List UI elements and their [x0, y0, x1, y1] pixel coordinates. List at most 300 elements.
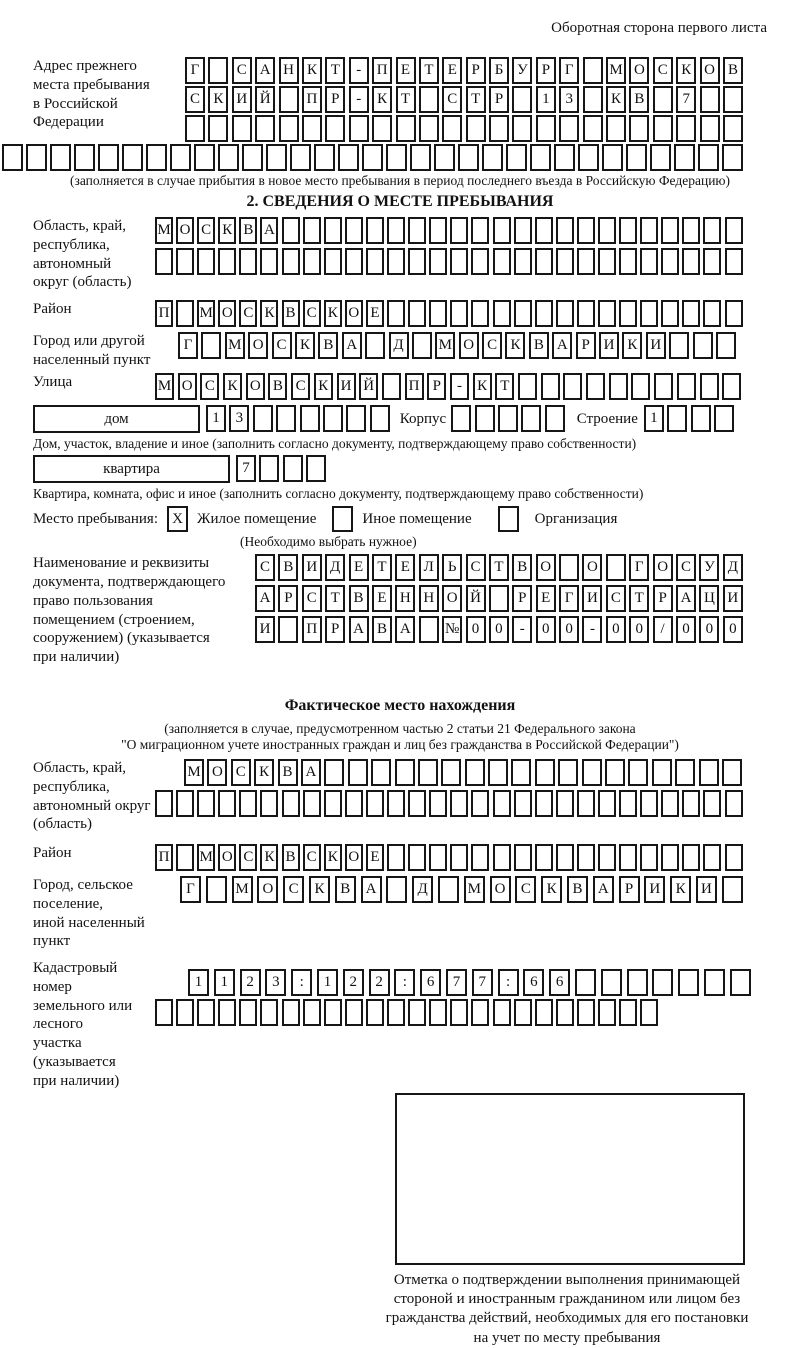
empty-cell — [598, 844, 616, 871]
char-cell: К — [223, 373, 242, 400]
empty-cell — [619, 217, 637, 244]
label-line: Федерации — [33, 114, 104, 131]
empty-cell — [418, 759, 438, 786]
empty-cell — [74, 144, 95, 171]
empty-cell — [619, 790, 637, 817]
empty-cell — [583, 115, 603, 142]
char-cell: Р — [653, 585, 673, 612]
empty-cell — [206, 876, 227, 903]
char-cell: А — [255, 57, 275, 84]
empty-cell — [146, 144, 167, 171]
empty-cell — [725, 844, 743, 871]
char-cell: 7 — [446, 969, 467, 996]
char-cell: Р — [427, 373, 446, 400]
char-cell: Е — [396, 57, 416, 84]
korpus-label: Корпус — [399, 410, 447, 427]
char-cell: А — [361, 876, 382, 903]
empty-cell — [303, 999, 321, 1026]
char-cell: О — [207, 759, 227, 786]
char-cell: К — [309, 876, 330, 903]
empty-cell — [366, 999, 384, 1026]
char-cell: С — [185, 86, 205, 113]
char-cell: К — [541, 876, 562, 903]
char-cell: В — [282, 300, 300, 327]
empty-cell — [300, 405, 320, 432]
char-cell: 1 — [214, 969, 235, 996]
empty-cell — [514, 790, 532, 817]
empty-cell — [242, 144, 263, 171]
empty-cell — [511, 759, 531, 786]
cadastral-row-1 — [188, 969, 751, 996]
empty-cell — [535, 759, 555, 786]
empty-cell — [410, 144, 431, 171]
char-cell: 3 — [265, 969, 286, 996]
empty-cell — [386, 144, 407, 171]
empty-cell — [260, 999, 278, 1026]
empty-cell — [703, 217, 721, 244]
char-cell: В — [278, 759, 298, 786]
empty-cell — [518, 373, 537, 400]
empty-cell — [458, 144, 479, 171]
empty-cell — [629, 115, 649, 142]
empty-cell — [451, 405, 471, 432]
empty-cell — [559, 554, 579, 581]
char-cell: Е — [366, 844, 384, 871]
label-line: при наличии) — [33, 649, 120, 665]
char-cell: Т — [325, 57, 345, 84]
actual-city-label — [33, 876, 180, 951]
empty-cell — [408, 248, 426, 275]
empty-cell — [395, 759, 415, 786]
empty-cell — [682, 844, 700, 871]
empty-cell — [598, 217, 616, 244]
char-cell: - — [450, 373, 469, 400]
empty-cell — [725, 790, 743, 817]
empty-cell — [450, 217, 468, 244]
empty-cell — [678, 969, 699, 996]
char-cell: А — [255, 585, 275, 612]
empty-cell — [498, 405, 518, 432]
empty-cell — [535, 844, 553, 871]
empty-cell — [667, 405, 687, 432]
char-cell: Е — [442, 57, 462, 84]
char-cell: К — [324, 300, 342, 327]
empty-cell — [372, 115, 392, 142]
char-cell: И — [302, 554, 322, 581]
empty-cell — [488, 759, 508, 786]
empty-cell — [582, 759, 602, 786]
char-cell: О — [218, 844, 236, 871]
empty-cell — [345, 999, 363, 1026]
empty-cell — [703, 248, 721, 275]
char-cell: М — [435, 332, 455, 359]
actual-district-row — [155, 844, 743, 871]
stroenie-cells — [644, 405, 734, 432]
empty-cell — [387, 844, 405, 871]
char-cell: К — [218, 217, 236, 244]
char-cell: О — [345, 300, 363, 327]
empty-cell — [194, 144, 215, 171]
empty-cell — [598, 790, 616, 817]
empty-cell — [598, 248, 616, 275]
empty-cell — [434, 144, 455, 171]
char-cell: Г — [559, 585, 579, 612]
empty-cell — [650, 144, 671, 171]
char-cell: П — [302, 86, 322, 113]
empty-cell — [609, 373, 628, 400]
empty-cell — [700, 115, 720, 142]
char-cell: А — [593, 876, 614, 903]
char-cell: 7 — [676, 86, 696, 113]
label-line: округ (область) — [33, 274, 132, 291]
char-cell: И — [599, 332, 619, 359]
empty-cell — [325, 115, 345, 142]
empty-cell — [535, 248, 553, 275]
char-cell: 6 — [420, 969, 441, 996]
actual-region-field — [33, 759, 767, 834]
empty-cell — [98, 144, 119, 171]
char-cell: К — [254, 759, 274, 786]
empty-cell — [419, 115, 439, 142]
char-cell: С — [291, 373, 310, 400]
empty-cell — [619, 999, 637, 1026]
empty-cell — [471, 300, 489, 327]
empty-cell — [218, 999, 236, 1026]
empty-cell — [493, 248, 511, 275]
empty-cell — [155, 248, 173, 275]
char-cell: К — [676, 57, 696, 84]
char-cell: И — [646, 332, 666, 359]
label-line: автономный — [33, 255, 112, 272]
empty-cell — [450, 790, 468, 817]
empty-cell — [700, 86, 720, 113]
char-cell: Р — [466, 57, 486, 84]
city-label — [33, 332, 178, 370]
char-cell: В — [282, 844, 300, 871]
empty-cell — [266, 144, 287, 171]
label-line: Адрес прежнего — [33, 58, 137, 74]
char-cell: С — [482, 332, 502, 359]
label-line: право пользования — [33, 592, 153, 609]
empty-cell — [324, 790, 342, 817]
char-cell: К — [473, 373, 492, 400]
actual-region-row-2 — [155, 790, 743, 817]
empty-cell — [722, 759, 742, 786]
empty-cell — [408, 300, 426, 327]
empty-cell — [514, 300, 532, 327]
empty-cell — [387, 999, 405, 1026]
char-cell: 0 — [629, 616, 649, 643]
char-cell: Т — [466, 86, 486, 113]
prev-address-row-1 — [185, 57, 743, 84]
char-cell: 1 — [644, 405, 664, 432]
char-cell: А — [260, 217, 278, 244]
empty-cell — [703, 300, 721, 327]
char-cell: К — [606, 86, 626, 113]
stamp-area-box — [395, 1093, 745, 1265]
empty-cell — [493, 790, 511, 817]
empty-cell — [239, 790, 257, 817]
empty-cell — [583, 57, 603, 84]
char-cell: М — [155, 217, 173, 244]
label-line: Область, край, — [33, 218, 127, 235]
char-cell: П — [302, 616, 322, 643]
empty-cell — [602, 144, 623, 171]
char-cell: Е — [372, 585, 392, 612]
empty-cell — [676, 115, 696, 142]
empty-cell — [324, 759, 344, 786]
document-row-2 — [255, 585, 743, 612]
empty-cell — [450, 248, 468, 275]
prev-address-row-2 — [185, 86, 743, 113]
empty-cell — [514, 248, 532, 275]
actual-city-row — [180, 876, 743, 903]
empty-cell — [556, 248, 574, 275]
empty-cell — [530, 144, 551, 171]
char-cell: В — [529, 332, 549, 359]
char-cell: 0 — [699, 616, 719, 643]
char-cell: Г — [178, 332, 198, 359]
empty-cell — [362, 144, 383, 171]
char-cell: А — [552, 332, 572, 359]
empty-cell — [348, 759, 368, 786]
empty-cell — [640, 844, 658, 871]
section2-title: 2. СВЕДЕНИЯ О МЕСТЕ ПРЕБЫВАНИЯ — [246, 193, 554, 211]
char-cell: Е — [366, 300, 384, 327]
residential-checkbox: X — [167, 506, 188, 532]
empty-cell — [201, 332, 221, 359]
empty-cell — [323, 405, 343, 432]
char-cell: О — [653, 554, 673, 581]
empty-cell — [218, 144, 239, 171]
char-cell: В — [278, 554, 298, 581]
empty-cell — [493, 844, 511, 871]
char-cell: А — [676, 585, 696, 612]
char-cell: С — [303, 844, 321, 871]
empty-cell — [575, 969, 596, 996]
char-cell: Г — [559, 57, 579, 84]
char-cell: К — [372, 86, 392, 113]
char-cell: № — [442, 616, 462, 643]
empty-cell — [640, 217, 658, 244]
char-cell: С — [283, 876, 304, 903]
char-cell: Т — [629, 585, 649, 612]
empty-cell — [465, 759, 485, 786]
empty-cell — [545, 405, 565, 432]
prev-address-row-4 — [2, 144, 767, 171]
empty-cell — [514, 217, 532, 244]
empty-cell — [725, 217, 743, 244]
apartment-caption: Квартира, комната, офис и иное (заполнить согласно документу, подтверждающему право собственности) — [33, 485, 644, 501]
char-cell: 0 — [559, 616, 579, 643]
char-cell: Д — [412, 876, 433, 903]
char-cell: С — [231, 759, 251, 786]
char-cell: М — [197, 844, 215, 871]
char-cell: К — [324, 844, 342, 871]
house-cells — [206, 405, 390, 432]
char-cell: П — [405, 373, 424, 400]
char-cell: 3 — [559, 86, 579, 113]
char-cell: С — [466, 554, 486, 581]
label-line: стороной и иностранным гражданином или лицом без — [393, 1291, 741, 1308]
char-cell: В — [239, 217, 257, 244]
char-cell: : — [291, 969, 312, 996]
empty-cell — [704, 969, 725, 996]
empty-cell — [232, 115, 252, 142]
empty-cell — [306, 455, 326, 482]
empty-cell — [176, 844, 194, 871]
char-cell: М — [184, 759, 204, 786]
empty-cell — [290, 144, 311, 171]
char-cell: С — [197, 217, 215, 244]
empty-cell — [652, 969, 673, 996]
label-line: в Российской — [33, 95, 118, 112]
empty-cell — [387, 248, 405, 275]
empty-cell — [302, 115, 322, 142]
char-cell: В — [318, 332, 338, 359]
empty-cell — [716, 332, 736, 359]
actual-district-label: Район — [33, 845, 72, 862]
char-cell: Ц — [699, 585, 719, 612]
street-field — [33, 373, 767, 402]
empty-cell — [260, 790, 278, 817]
char-cell: И — [232, 86, 252, 113]
char-cell: А — [342, 332, 362, 359]
empty-cell — [176, 248, 194, 275]
empty-cell — [324, 217, 342, 244]
label-line: участка (указывается — [33, 1035, 116, 1070]
empty-cell — [640, 790, 658, 817]
char-cell: 0 — [536, 616, 556, 643]
empty-cell — [725, 300, 743, 327]
actual-location-title: Фактическое место нахождения — [284, 696, 516, 714]
empty-cell — [176, 999, 194, 1026]
label-line: иной населенный пункт — [33, 914, 145, 950]
empty-cell — [155, 790, 173, 817]
char-cell: : — [394, 969, 415, 996]
empty-cell — [387, 790, 405, 817]
char-cell: О — [345, 844, 363, 871]
char-cell: Й — [359, 373, 378, 400]
empty-cell — [208, 57, 228, 84]
stamp-caption — [353, 1271, 781, 1347]
char-cell: К — [302, 57, 322, 84]
empty-cell — [556, 844, 574, 871]
char-cell: Ь — [442, 554, 462, 581]
char-cell: В — [268, 373, 287, 400]
char-cell: Т — [396, 86, 416, 113]
char-cell: В — [629, 86, 649, 113]
empty-cell — [387, 300, 405, 327]
empty-cell — [493, 300, 511, 327]
empty-cell — [536, 115, 556, 142]
empty-cell — [197, 790, 215, 817]
char-cell: М — [464, 876, 485, 903]
document-label — [33, 554, 255, 667]
empty-cell — [640, 248, 658, 275]
stay-type-row — [33, 506, 767, 532]
char-cell: В — [349, 585, 369, 612]
char-cell: М — [197, 300, 215, 327]
empty-cell — [371, 759, 391, 786]
empty-cell — [605, 759, 625, 786]
empty-cell — [691, 405, 711, 432]
empty-cell — [218, 248, 236, 275]
char-cell: Т — [495, 373, 514, 400]
empty-cell — [176, 790, 194, 817]
empty-cell — [282, 790, 300, 817]
empty-cell — [619, 300, 637, 327]
label-line: республика, — [33, 778, 110, 795]
empty-cell — [682, 790, 700, 817]
char-cell: И — [644, 876, 665, 903]
empty-cell — [586, 373, 605, 400]
empty-cell — [429, 217, 447, 244]
prev-address-caption: (заполняется в случае прибытия в новое место пребывания в период последнего въезда в Российскую Федерацию) — [69, 173, 731, 188]
char-cell: В — [512, 554, 532, 581]
char-cell: Г — [185, 57, 205, 84]
empty-cell — [682, 248, 700, 275]
char-cell: И — [696, 876, 717, 903]
empty-cell — [514, 999, 532, 1026]
char-cell: М — [232, 876, 253, 903]
empty-cell — [471, 217, 489, 244]
empty-cell — [677, 373, 696, 400]
empty-cell — [276, 405, 296, 432]
empty-cell — [556, 790, 574, 817]
char-cell: С — [272, 332, 292, 359]
empty-cell — [346, 405, 366, 432]
char-cell: Й — [255, 86, 275, 113]
char-cell: И — [582, 585, 602, 612]
char-cell: К — [670, 876, 691, 903]
label-line: Область, край, — [33, 760, 127, 777]
char-cell: В — [567, 876, 588, 903]
empty-cell — [450, 844, 468, 871]
empty-cell — [475, 405, 495, 432]
empty-cell — [722, 876, 743, 903]
char-cell: 6 — [523, 969, 544, 996]
empty-cell — [197, 999, 215, 1026]
empty-cell — [50, 144, 71, 171]
region-field — [33, 217, 767, 292]
char-cell: У — [699, 554, 719, 581]
empty-cell — [653, 115, 673, 142]
empty-cell — [493, 999, 511, 1026]
char-cell: Р — [512, 585, 532, 612]
actual-location-caption-1: (заполняется в случае, предусмотренном частью 2 статьи 21 Федерального закона — [164, 720, 636, 736]
char-cell: Р — [536, 57, 556, 84]
char-cell: О — [218, 300, 236, 327]
char-cell: О — [582, 554, 602, 581]
empty-cell — [577, 217, 595, 244]
empty-cell — [387, 217, 405, 244]
char-cell: С — [676, 554, 696, 581]
char-cell: О — [178, 373, 197, 400]
label-line: помещением (строением, — [33, 611, 195, 628]
stay-type-label: Место пребывания: — [33, 510, 158, 527]
empty-cell — [626, 144, 647, 171]
empty-cell — [208, 115, 228, 142]
empty-cell — [370, 405, 390, 432]
empty-cell — [282, 217, 300, 244]
char-cell: О — [700, 57, 720, 84]
region-label — [33, 217, 155, 292]
empty-cell — [239, 248, 257, 275]
char-cell: Г — [180, 876, 201, 903]
char-cell: С — [606, 585, 626, 612]
empty-cell — [669, 332, 689, 359]
